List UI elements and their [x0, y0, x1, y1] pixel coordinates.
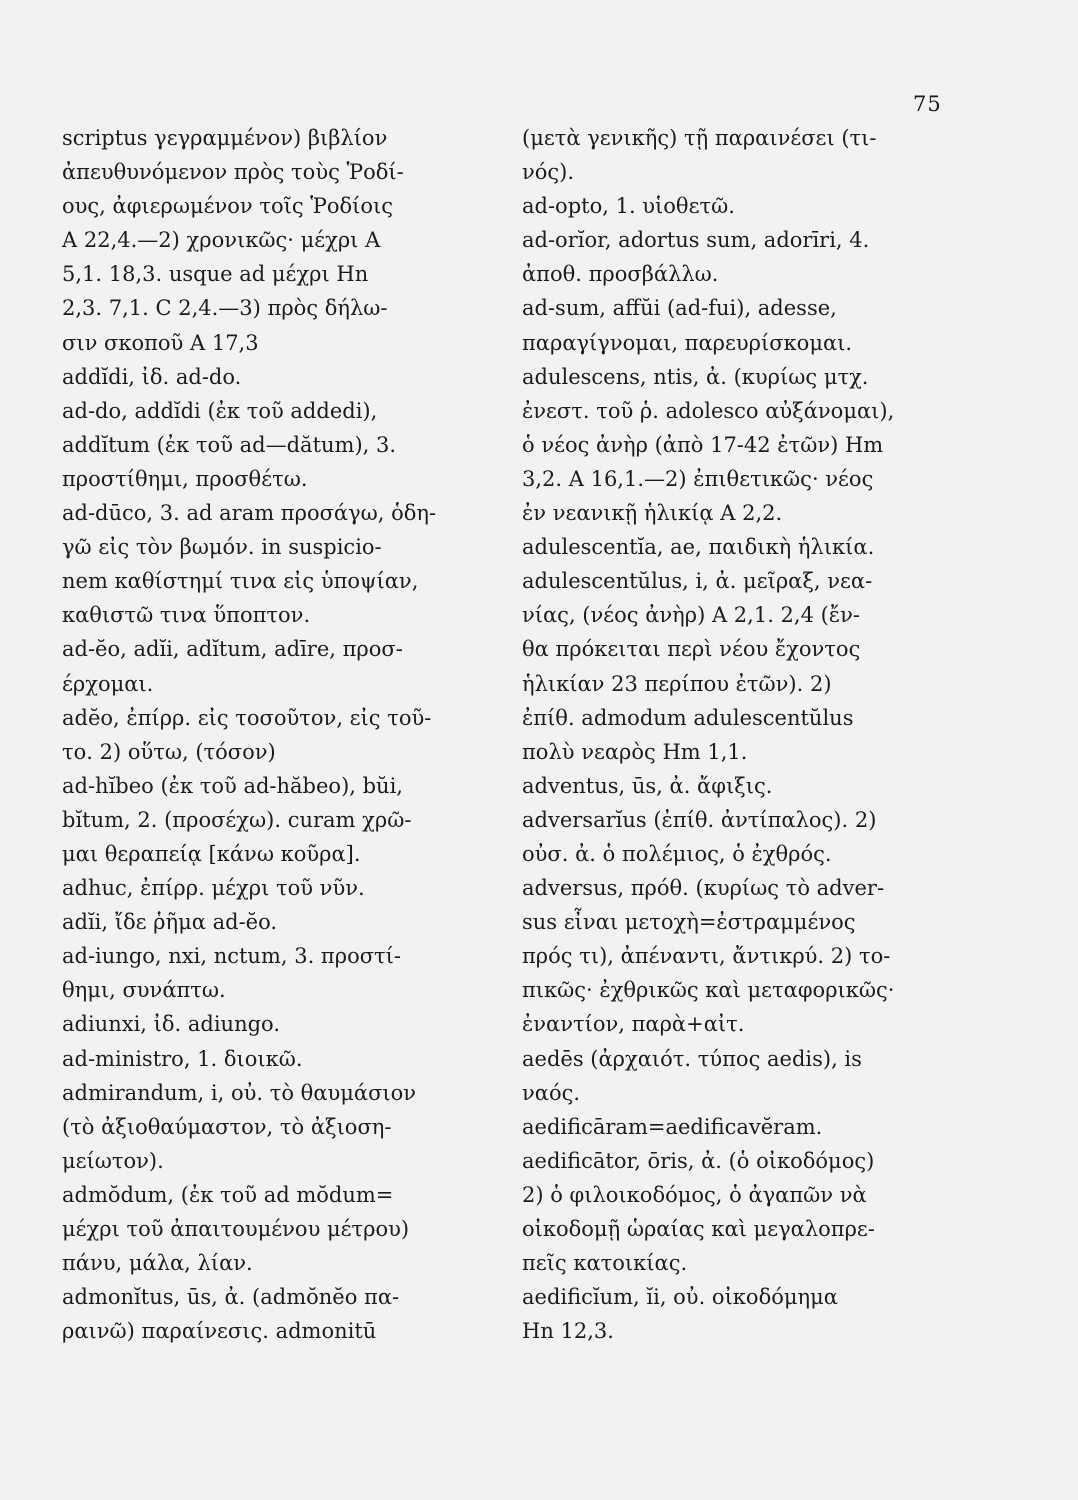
text-line: ad-iungo, nxi, nctum, 3. προστί- [62, 944, 401, 969]
text-line: πάνυ, μάλα, λίαν. [62, 1251, 253, 1276]
text-line: ἐναντίον, παρὰ+αἰτ. [522, 1012, 745, 1037]
text-line: 2,3. 7,1. C 2,4.—3) πρὸς δήλω- [62, 296, 388, 321]
text-line: ους, ἀφιερωμένον τοῖς Ῥοδίοις [62, 194, 394, 219]
text-line: addĭtum (ἐκ τοῦ ad—dătum), 3. [62, 432, 397, 457]
text-line: nem καθίστημί τινα εἰς ὑποψίαν, [62, 569, 419, 594]
text-line: aedificĭum, ĭi, οὐ. οἰκοδόμημα [522, 1285, 838, 1310]
text-line: adulescentĭa, ae, παιδικὴ ἡλικία. [522, 535, 875, 560]
text-line: ad-do, addĭdi (ἐκ τοῦ addedi), [62, 398, 378, 423]
text-line: ad-sum, affŭi (ad-fui), adesse, [522, 296, 837, 321]
text-line: πεῖς κατοικίας. [522, 1251, 688, 1276]
text-line: ad-opto, 1. υἱοθετῶ. [522, 194, 735, 219]
text-line: ἀπευθυνόμενον πρὸς τοὺς Ῥοδί- [62, 160, 404, 185]
text-line: adversarĭus (ἐπίθ. ἀντίπαλος). 2) [522, 807, 877, 832]
text-line: γῶ εἰς τὸν βωμόν. in suspicio- [62, 535, 382, 560]
text-line: ραινῶ) παραίνεσις. admonitū [62, 1319, 377, 1344]
text-line: πολὺ νεαρὸς Hm 1,1. [522, 739, 748, 764]
text-line: ad-hĭbeo (ἐκ τοῦ ad-hăbeo), bŭi, [62, 773, 403, 798]
text-line: έρχομαι. [62, 671, 154, 696]
text-line: ἀποθ. προσβάλλω. [522, 262, 719, 287]
text-line: A 22,4.—2) χρονικῶς· μέχρι A [62, 228, 381, 253]
text-line: ὁ νέος ἀνὴρ (ἀπὸ 17-42 ἐτῶν) Hm [522, 432, 884, 457]
text-line: Hn 12,3. [522, 1319, 614, 1344]
text-line: (μετὰ γενικῆς) τῇ παραινέσει (τι- [522, 126, 877, 150]
text-line: θημι, συνάπτω. [62, 978, 226, 1003]
text-line: (τὸ ἀξιοθαύμαστον, τὸ ἀξιοση- [62, 1114, 392, 1139]
text-line: admonĭtus, ūs, ἀ. (admŏnĕo πα- [62, 1285, 400, 1310]
text-line: adversus, πρόθ. (κυρίως τὸ adver- [522, 876, 885, 901]
text-line: προστίθημι, προσθέτω. [62, 466, 308, 491]
text-line: adventus, ūs, ἀ. ἄφιξις. [522, 773, 773, 798]
text-line: σιν σκοποῦ A 17,3 [62, 330, 259, 355]
text-line: ναός. [522, 1080, 581, 1105]
text-line: ad-dūco, 3. ad aram προσάγω, ὁδη- [62, 501, 437, 526]
text-line: ἐνεστ. τοῦ ῥ. adolesco αὐξάνομαι), [522, 398, 895, 423]
text-line: scriptus γεγραμμένον) βιβλίον [62, 126, 388, 150]
text-line: νός). [522, 160, 575, 185]
text-line: 3,2. A 16,1.—2) ἐπιθετικῶς· νέος [522, 466, 874, 491]
text-line: adĭi, ἴδε ῥῆμα ad-ĕo. [62, 910, 278, 935]
text-line: adĕo, ἐπίρρ. εἰς τοσοῦτον, εἰς τοῦ- [62, 705, 432, 730]
text-line: μείωτον). [62, 1148, 164, 1173]
text-line: οὐσ. ἀ. ὁ πολέμιος, ὁ ἐχθρός. [522, 841, 832, 866]
text-line: ad-ministro, 1. διοικῶ. [62, 1046, 303, 1071]
text-line: adiunxi, ἰδ. adiungo. [62, 1012, 280, 1037]
text-line: sus εἶναι μετοχὴ=ἐστραμμένος [522, 910, 856, 935]
text-line: θα πρόκειται περὶ νέου ἔχοντος [522, 637, 861, 662]
text-line: adhuc, ἐπίρρ. μέχρι τοῦ νῦν. [62, 876, 365, 901]
text-line: καθιστῶ τινα ὕποπτον. [62, 603, 311, 628]
text-line: πρός τι), ἀπέναντι, ἄντικρύ. 2) το- [522, 944, 891, 969]
text-line: adulescens, ntis, ἀ. (κυρίως μτχ. [522, 364, 869, 389]
text-line: admŏdum, (ἐκ τοῦ ad mŏdum= [62, 1182, 394, 1207]
text-line: admirandum, i, οὐ. τὸ θαυμάσιον [62, 1080, 417, 1105]
text-line: μαι θεραπείᾳ [κάνω κοῦρα]. [62, 841, 361, 866]
page-number: 75 [913, 92, 942, 116]
text-line: adulescentŭlus, i, ἀ. μεῖραξ, νεα- [522, 569, 873, 594]
left-column [62, 121, 492, 1348]
text-line: ad-ĕo, adĭi, adĭtum, adīre, προσ- [62, 637, 403, 662]
text-line: οἰκοδομῇ ὡραίας καὶ μεγαλοπρε- [522, 1217, 875, 1241]
text-line: νίας, (νέος ἀνὴρ) A 2,1. 2,4 (ἔν- [522, 603, 860, 628]
text-line: bĭtum, 2. (προσέχω). curam χρῶ- [62, 807, 412, 832]
right-column [522, 121, 962, 1348]
text-line: ad-orĭor, adortus sum, adorīri, 4. [522, 228, 870, 253]
text-line: ἡλικίαν 23 περίπου ἐτῶν). 2) [522, 671, 832, 696]
text-line: πικῶς· ἐχθρικῶς καὶ μεταφορικῶς· [522, 978, 895, 1003]
text-line: aedēs (ἀρχαιότ. τύπος aedis), is [522, 1046, 862, 1071]
text-line: 5,1. 18,3. usque ad μέχρι Hn [62, 262, 369, 287]
text-line: 2) ὁ φιλοικοδόμος, ὁ ἀγαπῶν νὰ [522, 1182, 867, 1207]
text-line: μέχρι τοῦ ἀπαιτουμένου μέτρου) [62, 1217, 410, 1241]
text-line: παραγίγνομαι, παρευρίσκομαι. [522, 330, 853, 355]
text-line: aedificāram=aedificavĕram. [522, 1114, 823, 1139]
text-line: ἐπίθ. admodum adulescentŭlus [522, 705, 854, 730]
text-line: ἐν νεανικῇ ἡλικίᾳ A 2,2. [522, 501, 783, 526]
text-line: addĭdi, ἰδ. ad-do. [62, 364, 242, 389]
text-line: το. 2) οὕτω, (τόσον) [62, 739, 276, 764]
text-line: aedificātor, ōris, ἀ. (ὁ οἰκοδόμος) [522, 1148, 875, 1173]
